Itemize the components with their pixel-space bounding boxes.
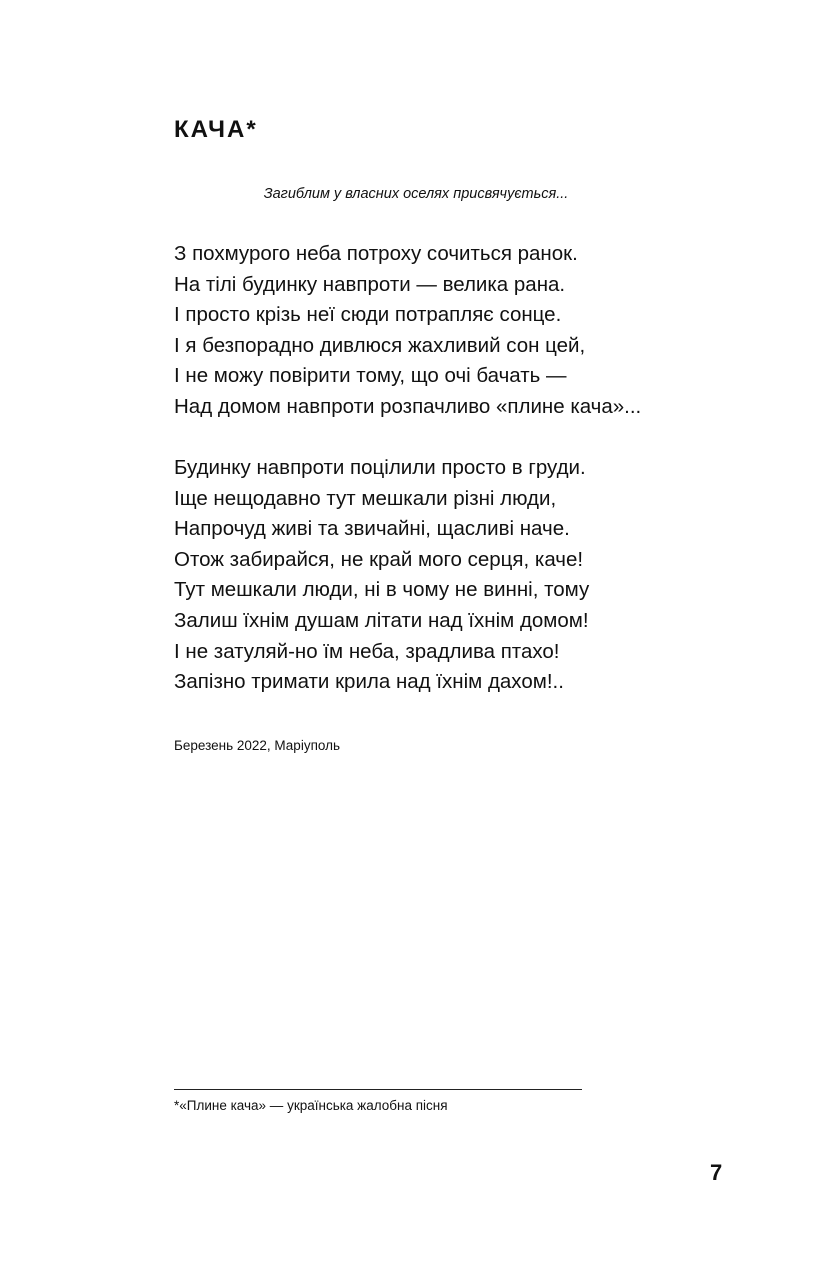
footnote: *«Плине кача» — українська жалобна пісня [174, 1098, 448, 1113]
poem-line: З похмурого неба потроху сочиться ранок. [174, 242, 578, 265]
stanza-2 [174, 453, 589, 698]
poem-line: І не можу повірити тому, що очі бачать — [174, 364, 567, 388]
poem-line: Напрочуд живі та звичайні, щасливі наче. [174, 517, 570, 541]
poem-line: Іще нещодавно тут мешкали різні люди, [174, 486, 557, 510]
poem-dedication: Загиблим у власних оселях присвячується... [263, 186, 569, 202]
poem-line: Запізно тримати крила над їхнім дахом!.. [174, 670, 564, 694]
poem-line: Залиш їхнім душам літати над їхнім домом! [174, 608, 589, 632]
poem-dateline: Березень 2022, Маріуполь [174, 738, 341, 753]
poem-line: Будинку навпроти поцілили просто в груди. [174, 456, 586, 479]
poem-line: Отож забирайся, не край мого серця, каче! [174, 547, 584, 571]
poem-line: Над домом навпроти розпачливо «плине кача»... [174, 394, 642, 418]
poem-line: І не затуляй-но їм неба, зрадлива птахо! [174, 639, 560, 663]
poem-title: КАЧА* [174, 116, 258, 143]
poem-line: На тілі будинку навпроти — велика рана. [174, 272, 566, 296]
page-number: 7 [710, 1160, 723, 1185]
poem-line: І я безпорадно дивлюся жахливий сон цей, [174, 333, 586, 357]
footnote-divider [174, 1089, 582, 1090]
stanza-1 [174, 239, 641, 423]
poem-line: Тут мешкали люди, ні в чому не винні, тому [174, 578, 590, 602]
poem-line: І просто крізь неї сюди потрапляє сонце. [174, 303, 562, 327]
